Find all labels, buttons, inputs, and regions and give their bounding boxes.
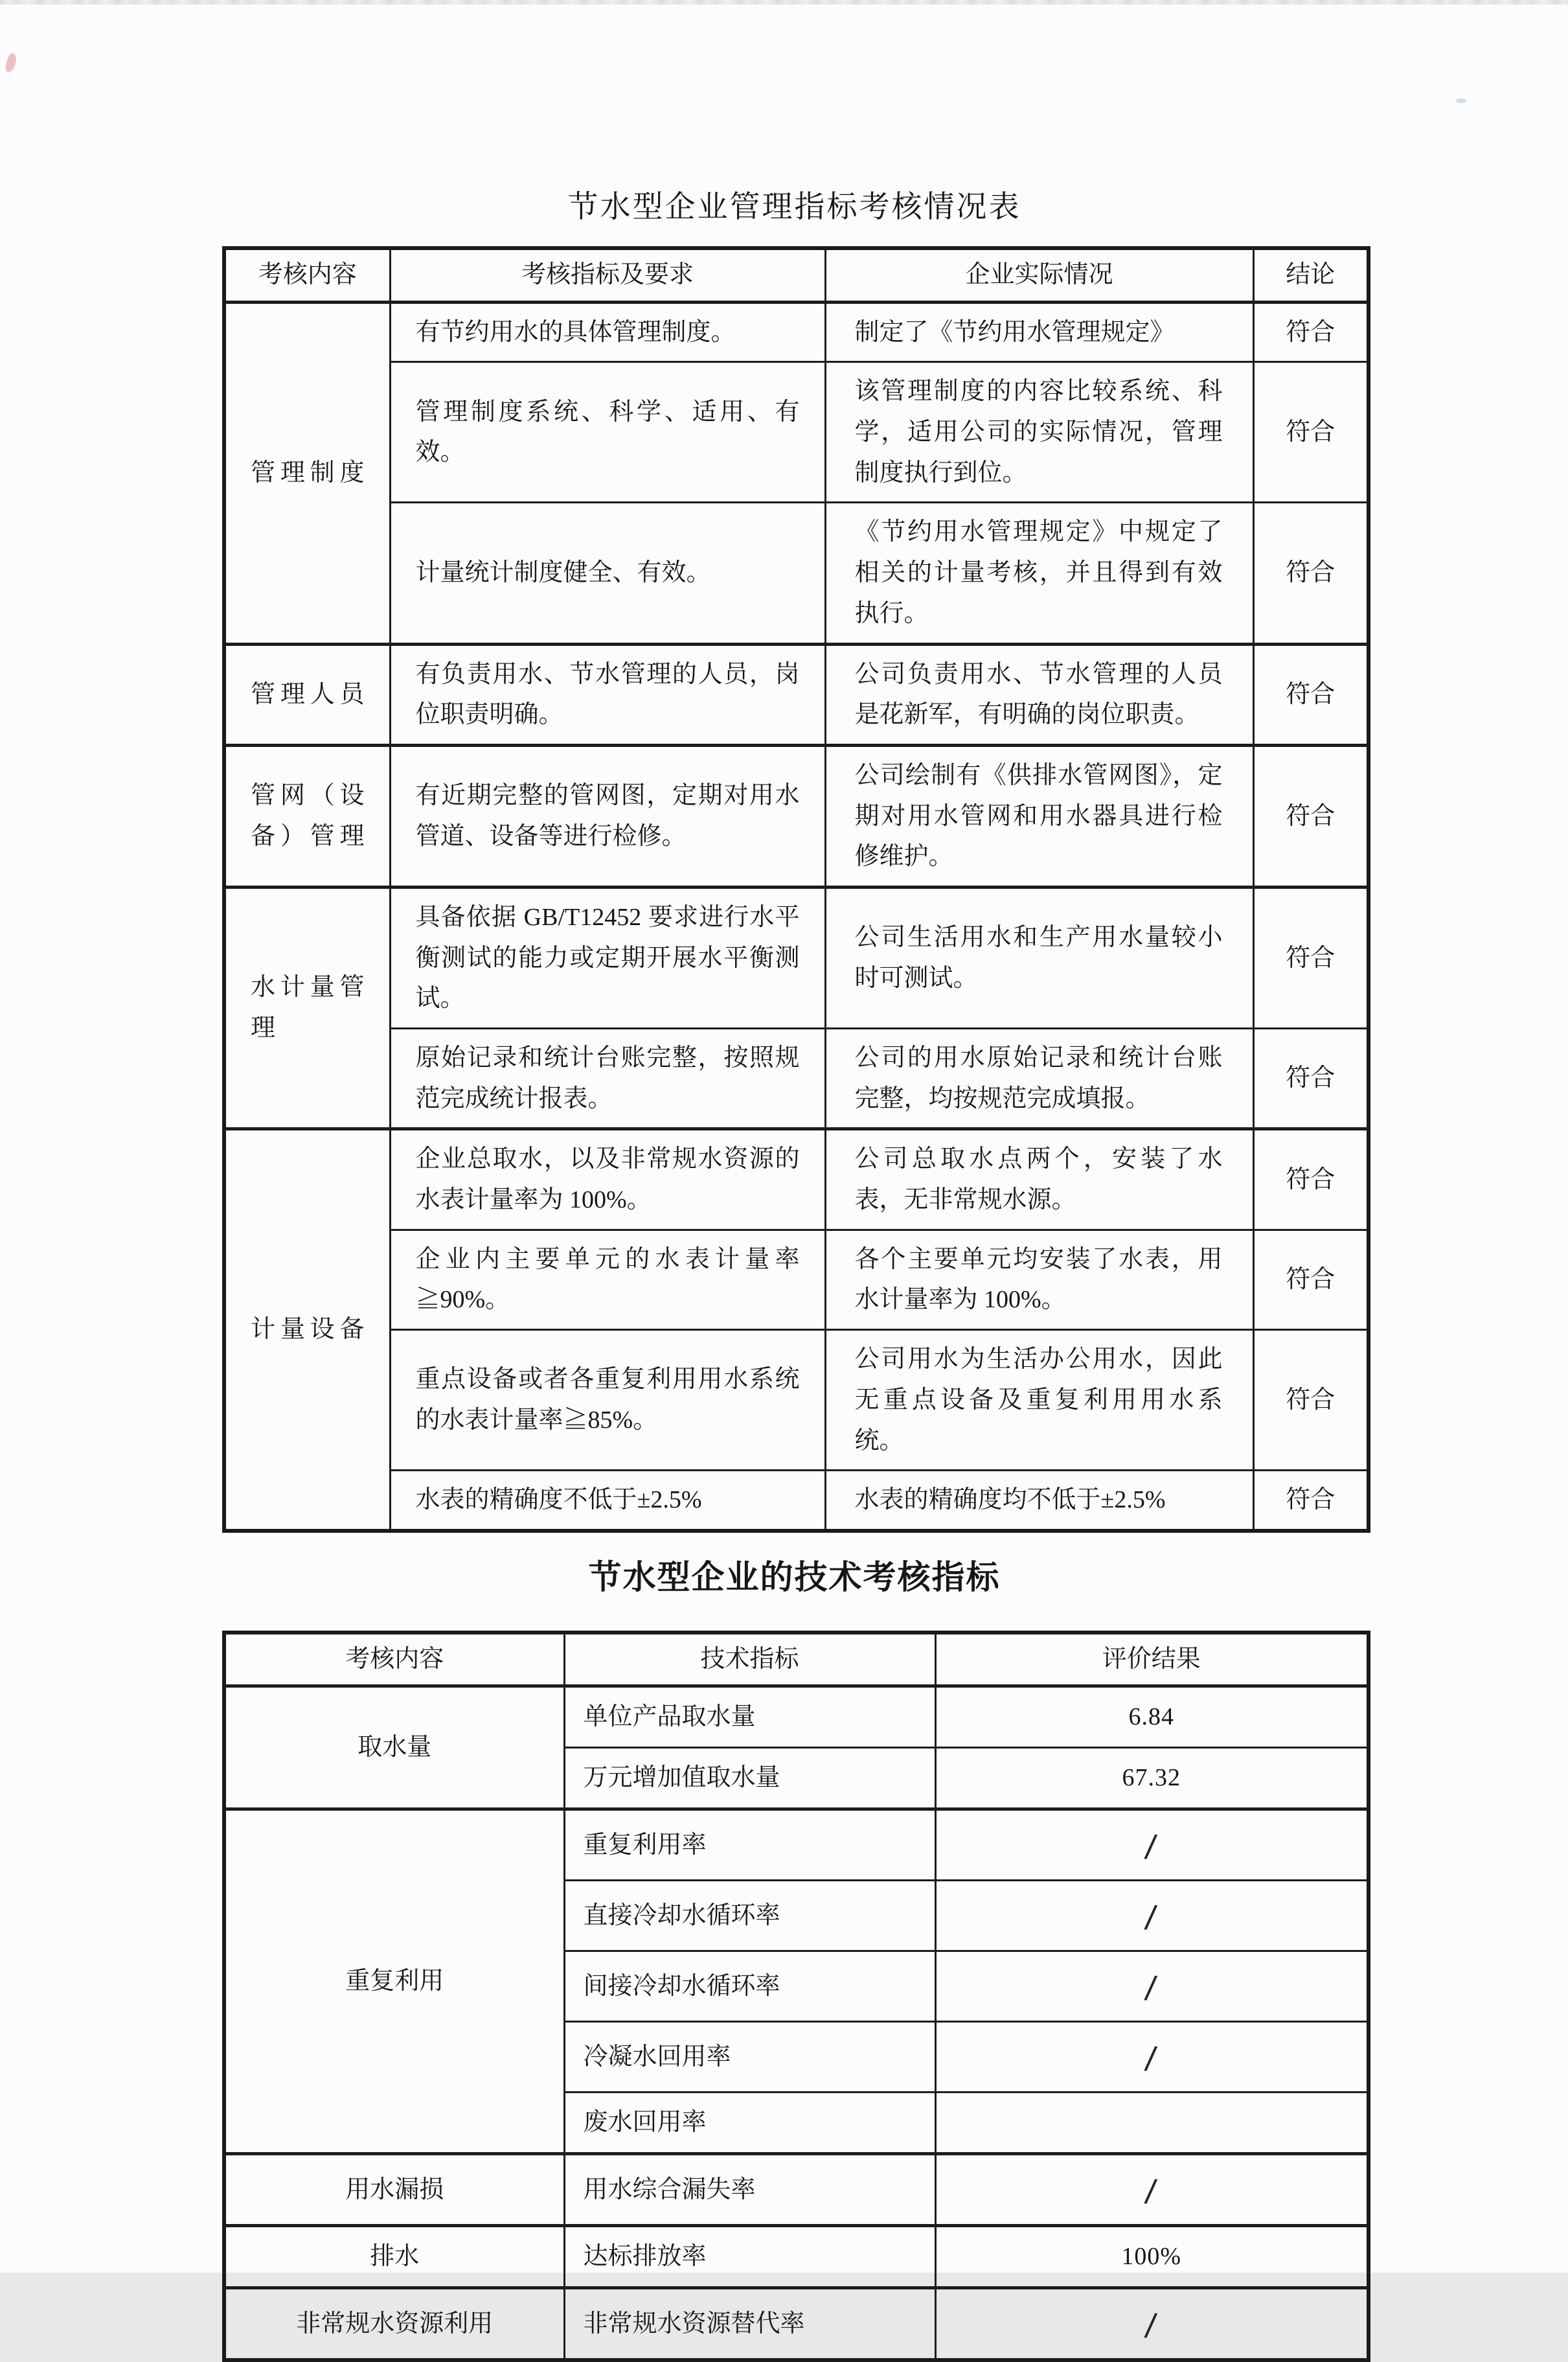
t1-conclusion-cell: 符合: [1253, 1230, 1369, 1329]
t1-conclusion-cell: 符合: [1253, 887, 1369, 1028]
technical-table-title: 节水型企业的技术考核指标: [588, 1558, 1001, 1596]
t1-indicator-cell: 水表的精确度不低于±2.5%: [390, 1471, 825, 1531]
t1-header-indicator-requirement: 考核指标及要求: [390, 248, 825, 302]
t1-indicator-cell: 原始记录和统计台账完整，按照规范完成统计报表。: [390, 1029, 825, 1129]
t2-indicator-cell: 达标排放率: [564, 2226, 935, 2288]
table-row: [224, 1471, 1369, 1531]
scan-edge-artifact: [0, 0, 1568, 5]
table-row: [224, 1129, 1369, 1230]
t2-result-cell: [935, 1881, 1369, 1951]
t1-indicator-cell: 计量统计制度健全、有效。: [390, 503, 825, 644]
t1-indicator-cell: 企业总取水，以及非常规水资源的水表计量率为 100%。: [390, 1129, 825, 1230]
table-row: [224, 1330, 1369, 1471]
t1-conclusion-cell: 符合: [1253, 1471, 1369, 1531]
t2-result-cell: 100%: [935, 2226, 1369, 2288]
t1-indicator-cell: 企业内主要单元的水表计量率≧90%。: [390, 1230, 825, 1329]
t2-header-evaluation-result: 评价结果: [935, 1633, 1369, 1686]
table-row: [224, 1809, 1369, 1881]
table-row: [224, 887, 1369, 1028]
table-header-row: [224, 1633, 1369, 1686]
t1-actual-cell: 公司用水为生活办公用水，因此无重点设备及重复利用用水系统。: [825, 1330, 1253, 1471]
t1-conclusion-cell: 符合: [1253, 1029, 1369, 1129]
t2-category-water-intake: 取水量: [224, 1686, 564, 1809]
table-row: [224, 503, 1369, 644]
t2-indicator-cell: 间接冷却水循环率: [564, 1951, 935, 2022]
scan-speck-artifact: [4, 52, 19, 74]
handwritten-slash-mark: /: [1143, 2039, 1159, 2078]
t1-category-management-system: 管理制度: [224, 302, 390, 644]
t2-category-unconventional-water-use: 非常规水资源利用: [224, 2288, 564, 2361]
handwritten-slash-mark: /: [1143, 2306, 1159, 2345]
t2-indicator-cell: 直接冷却水循环率: [564, 1881, 935, 1951]
t2-result-cell: [935, 2288, 1369, 2361]
table-header-row: [224, 248, 1369, 302]
technical-indicators-table: [222, 1631, 1370, 2362]
table-row: [224, 302, 1369, 362]
t1-actual-cell: 公司负责用水、节水管理的人员是花新军，有明确的岗位职责。: [825, 644, 1253, 745]
t2-result-cell: [935, 2022, 1369, 2093]
t1-actual-cell: 公司的用水原始记录和统计台账完整，均按规范完成填报。: [825, 1029, 1253, 1129]
t1-actual-cell: 制定了《节约用水管理规定》: [825, 302, 1253, 362]
t1-conclusion-cell: 符合: [1253, 362, 1369, 503]
t1-category-management-personnel: 管理人员: [224, 644, 390, 745]
t1-header-actual-situation: 企业实际情况: [825, 248, 1253, 302]
t1-indicator-cell: 有节约用水的具体管理制度。: [390, 302, 825, 362]
t1-category-pipe-network-equipment: 管网（设备）管理: [224, 745, 390, 887]
t1-conclusion-cell: 符合: [1253, 1129, 1369, 1230]
table-row: [224, 745, 1369, 887]
t2-category-reuse: 重复利用: [224, 1809, 564, 2154]
t2-indicator-cell: 废水回用率: [564, 2093, 935, 2154]
table-row: [224, 1230, 1369, 1329]
management-table-title: 节水型企业管理指标考核情况表: [567, 190, 1021, 224]
t1-actual-cell: 公司总取水点两个，安装了水表，无非常规水源。: [825, 1129, 1253, 1230]
table-row: [224, 1686, 1369, 1748]
table-row: [224, 2226, 1369, 2288]
t1-indicator-cell: 管理制度系统、科学、适用、有效。: [390, 362, 825, 503]
t1-actual-cell: 该管理制度的内容比较系统、科学，适用公司的实际情况，管理制度执行到位。: [825, 362, 1253, 503]
t1-indicator-cell: 有近期完整的管网图，定期对用水管道、设备等进行检修。: [390, 745, 825, 887]
t1-conclusion-cell: 符合: [1253, 1330, 1369, 1471]
t2-result-cell: [935, 1809, 1369, 1881]
t2-indicator-cell: 用水综合漏失率: [564, 2154, 935, 2226]
t1-actual-cell: 水表的精确度均不低于±2.5%: [825, 1471, 1253, 1531]
t1-category-water-metering-management: 水计量管理: [224, 887, 390, 1129]
t1-actual-cell: 各个主要单元均安装了水表，用水计量率为 100%。: [825, 1230, 1253, 1329]
handwritten-slash-mark: /: [1143, 2172, 1159, 2210]
t1-conclusion-cell: 符合: [1253, 745, 1369, 887]
t1-indicator-cell: 重点设备或者各重复利用用水系统的水表计量率≧85%。: [390, 1330, 825, 1471]
t1-conclusion-cell: 符合: [1253, 644, 1369, 745]
t1-actual-cell: 公司生活用水和生产用水量较小时可测试。: [825, 887, 1253, 1028]
handwritten-slash-mark: /: [1143, 1828, 1159, 1866]
table-row: [224, 2288, 1369, 2361]
t1-conclusion-cell: 符合: [1253, 503, 1369, 644]
t2-indicator-cell: 冷凝水回用率: [564, 2022, 935, 2093]
t2-result-cell: 67.32: [935, 1748, 1369, 1809]
t1-indicator-cell: 有负责用水、节水管理的人员，岗位职责明确。: [390, 644, 825, 745]
handwritten-slash-mark: /: [1143, 1969, 1159, 2007]
t2-category-water-leakage: 用水漏损: [224, 2154, 564, 2226]
t1-actual-cell: 公司绘制有《供排水管网图》，定期对用水管网和用水器具进行检修维护。: [825, 745, 1253, 887]
scan-speck-artifact: [1456, 98, 1466, 103]
t1-header-conclusion: 结论: [1253, 248, 1369, 302]
t1-header-assessment-content: 考核内容: [224, 248, 390, 302]
t2-indicator-cell: 重复利用率: [564, 1809, 935, 1881]
t1-category-metering-equipment: 计量设备: [224, 1129, 390, 1531]
table-row: [224, 362, 1369, 503]
t2-result-cell: 6.84: [935, 1686, 1369, 1748]
t1-conclusion-cell: 符合: [1253, 302, 1369, 362]
t2-result-cell: [935, 1951, 1369, 2022]
t2-indicator-cell: 单位产品取水量: [564, 1686, 935, 1748]
t2-indicator-cell: 非常规水资源替代率: [564, 2288, 935, 2361]
table-row: [224, 1029, 1369, 1129]
table-row: [224, 644, 1369, 745]
t2-header-technical-indicator: 技术指标: [564, 1633, 935, 1686]
table-row: [224, 2154, 1369, 2226]
t2-result-cell-empty: [935, 2093, 1369, 2154]
t2-header-assessment-content: 考核内容: [224, 1633, 564, 1686]
management-indicators-table: [222, 246, 1370, 1532]
t2-indicator-cell: 万元增加值取水量: [564, 1748, 935, 1809]
t1-actual-cell: 《节约用水管理规定》中规定了相关的计量考核，并且得到有效执行。: [825, 503, 1253, 644]
handwritten-slash-mark: /: [1143, 1898, 1159, 1936]
t1-indicator-cell: 具备依据 GB/T12452 要求进行水平衡测试的能力或定期开展水平衡测试。: [390, 887, 825, 1028]
t2-result-cell: [935, 2154, 1369, 2226]
t2-category-drainage: 排水: [224, 2226, 564, 2288]
